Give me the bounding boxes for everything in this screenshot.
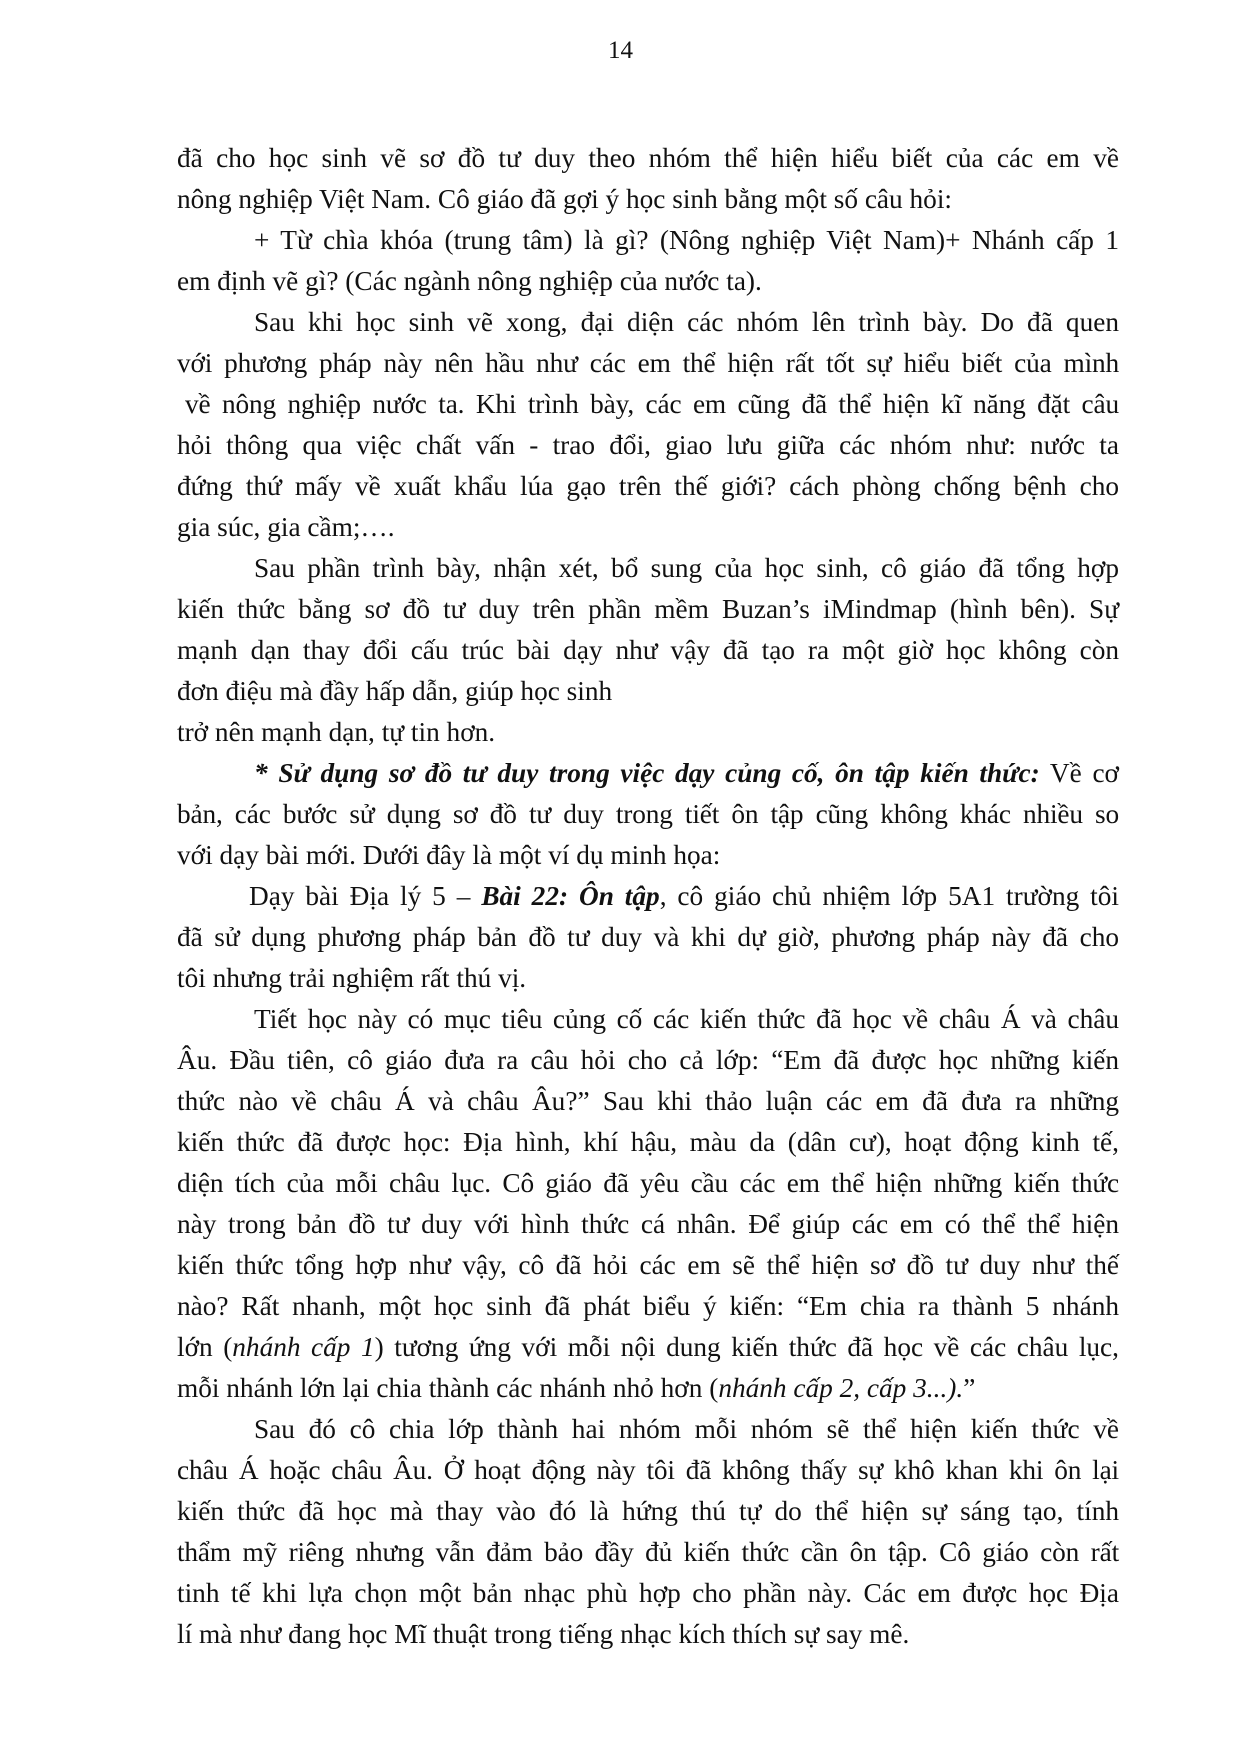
text-line: tôi nhưng trải nghiệm rất thú vị. <box>177 963 527 993</box>
text-line: Tiết học này có mục tiêu củng cố các kiến thức đã học về châu Á và châu <box>254 1004 1119 1034</box>
text-line: lí mà như đang học Mĩ thuật trong tiếng nhạc kích thích sự say mê. <box>177 1619 910 1649</box>
text-run: ” <box>963 1373 976 1403</box>
text-line: mạnh dạn thay đổi cấu trúc bài dạy như vậy đã tạo ra một giờ học không còn <box>177 635 1119 665</box>
text-line: + Từ chìa khóa (trung tâm) là gì? (Nông nghiệp Việt Nam)+ Nhánh cấp 1 <box>254 225 1119 255</box>
text-line: về nông nghiệp nước ta. Khi trình bày, các em cũng đã thể hiện kĩ năng đặt câu <box>185 389 1119 419</box>
text-line: đã cho học sinh vẽ sơ đồ tư duy theo nhóm thể hiện hiểu biết của các em về <box>177 143 1119 173</box>
text-run: lớn ( <box>177 1332 233 1362</box>
emphasis-text: nhánh cấp 2, cấp 3...). <box>718 1373 964 1403</box>
text-line: với dạy bài mới. Dưới đây là một ví dụ minh họa: <box>177 840 721 870</box>
text-line: này trong bản đồ tư duy với hình thức cá nhân. Để giúp các em có thể thể hiện <box>177 1209 1119 1239</box>
text-line: hỏi thông qua việc chất vấn - trao đổi, giao lưu giữa các nhóm như: nước ta <box>177 430 1119 460</box>
text-line: với phương pháp này nên hầu như các em thể hiện rất tốt sự hiểu biết của mình <box>177 348 1119 378</box>
lesson-title: Bài 22: Ôn tập <box>481 881 660 911</box>
text-line: Âu. Đầu tiên, cô giáo đưa ra câu hỏi cho cả lớp: “Em đã được học những kiến <box>177 1045 1119 1075</box>
text-line <box>177 1368 1119 1409</box>
page-number: 14 <box>608 37 633 64</box>
document-body <box>177 138 1119 1655</box>
text-line: tinh tế khi lựa chọn một bản nhạc phù hợp cho phần này. Các em được học Địa <box>177 1578 1119 1608</box>
text-line: đứng thứ mấy về xuất khẩu lúa gạo trên thế giới? cách phòng chống bệnh cho <box>177 471 1119 501</box>
text-run: , cô giáo chủ nhiệm lớp 5A1 trường tôi <box>659 881 1119 911</box>
text-line: trở nên mạnh dạn, tự tin hơn. <box>177 717 496 747</box>
text-line: đơn điệu mà đầy hấp dẫn, giúp học sinh <box>177 676 613 706</box>
text-line: nông nghiệp Việt Nam. Cô giáo đã gợi ý học sinh bằng một số câu hỏi: <box>177 184 952 214</box>
emphasis-text: nhánh cấp 1 <box>232 1332 375 1362</box>
text-line: châu Á hoặc châu Âu. Ở hoạt động này tôi đã không thấy sự khô khan khi ôn lại <box>177 1455 1119 1485</box>
text-line: đã sử dụng phương pháp bản đồ tư duy và khi dự giờ, phương pháp này đã cho <box>177 922 1119 952</box>
section-heading: * Sử dụng sơ đồ tư duy trong việc dạy củng cố, ôn tập kiến thức: <box>254 758 1040 788</box>
text-line <box>177 1327 1119 1368</box>
text-line: thẩm mỹ riêng nhưng vẫn đảm bảo đầy đủ kiến thức cần ôn tập. Cô giáo còn rất <box>177 1537 1119 1567</box>
text-line: diện tích của mỗi châu lục. Cô giáo đã yêu cầu các em thể hiện những kiến thức <box>177 1168 1119 1198</box>
text-run: Về cơ <box>1039 758 1119 788</box>
text-line: Sau phần trình bày, nhận xét, bổ sung của học sinh, cô giáo đã tổng hợp <box>254 553 1119 583</box>
text-line: bản, các bước sử dụng sơ đồ tư duy trong tiết ôn tập cũng không khác nhiều so <box>177 799 1119 829</box>
text-line: Sau đó cô chia lớp thành hai nhóm mỗi nhóm sẽ thể hiện kiến thức về <box>254 1414 1119 1444</box>
text-line: em định vẽ gì? (Các ngành nông nghiệp của nước ta). <box>177 266 762 296</box>
text-run: mỗi nhánh lớn lại chia thành các nhánh nhỏ hơn ( <box>177 1373 719 1403</box>
text-line <box>177 753 1119 794</box>
text-line <box>177 876 1119 917</box>
text-line: kiến thức đã được học: Địa hình, khí hậu, màu da (dân cư), hoạt động kinh tế, <box>177 1127 1119 1157</box>
text-line: thức nào về châu Á và châu Âu?” Sau khi thảo luận các em đã đưa ra những <box>177 1086 1119 1116</box>
text-line: kiến thức tổng hợp như vậy, cô đã hỏi các em sẽ thể hiện sơ đồ tư duy như thế <box>177 1250 1119 1280</box>
text-run: Dạy bài Địa lý 5 – <box>249 881 482 911</box>
text-run: ) tương ứng với mỗi nội dung kiến thức đã học về các châu lục, <box>374 1332 1119 1362</box>
text-line: kiến thức bằng sơ đồ tư duy trên phần mềm Buzan’s iMindmap (hình bên). Sự <box>177 594 1119 624</box>
text-line: nào? Rất nhanh, một học sinh đã phát biểu ý kiến: “Em chia ra thành 5 nhánh <box>177 1291 1119 1321</box>
text-line: kiến thức đã học mà thay vào đó là hứng thú tự do thể hiện sự sáng tạo, tính <box>177 1496 1119 1526</box>
text-line: Sau khi học sinh vẽ xong, đại diện các nhóm lên trình bày. Do đã quen <box>254 307 1119 337</box>
text-line: gia súc, gia cầm;…. <box>177 512 395 542</box>
